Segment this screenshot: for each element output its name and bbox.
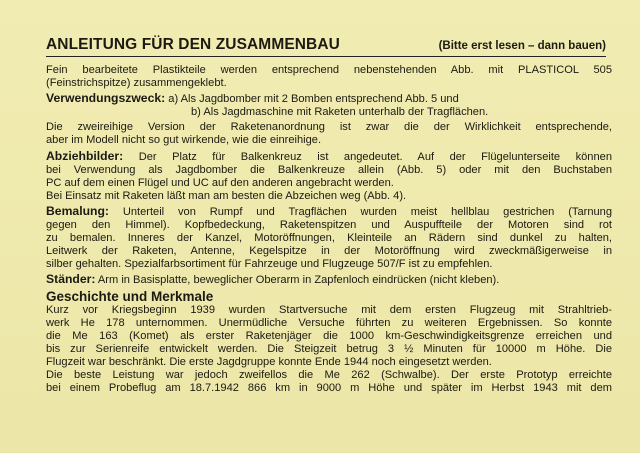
bemalung-text: Unterteil von Rumpf und Tragflächen wurden meist hellblau gestrichen (Tarnung [108, 205, 612, 218]
abziehbilder-line [46, 150, 612, 164]
bemalung-paragraph [46, 205, 612, 271]
abziehbilder-label: Abziehbilder: [46, 148, 124, 163]
staender-line [46, 273, 612, 287]
history-line: bei einem Probeflug am 18.7.1942 866 km in 9000 m Höhe und später im Herbst 1943 mit dem [46, 382, 612, 395]
staender-paragraph [46, 273, 612, 287]
history-line: Flugzeit war beschränkt. Die erste Jagdgruppe konnte Ende 1944 noch eingesetzt werden. [46, 355, 492, 368]
verwendung-text-a: a) Als Jagdbomber mit 2 Bomben entsprechend Abb. 5 und [165, 93, 459, 106]
page-subtitle: (Bitte erst lesen – dann bauen) [438, 40, 606, 52]
raketen-line: Die zweireihige Version der Raketenanordnung ist zwar die der Wirklichkeit entsprechende, [46, 121, 612, 134]
raketen-paragraph [46, 121, 612, 147]
intro-line: (Feinstrichspitze) zusammengeklebt. [46, 77, 227, 90]
abziehbilder-line: Bei Einsatz mit Raketen läßt man am besten die Abzeichen weg (Abb. 4). [46, 189, 407, 202]
intro-paragraph [46, 64, 612, 90]
verwendung-text-b: b) Als Jagdmaschine mit Raketen unterhalb der Tragflächen. [191, 106, 489, 119]
bemalung-label: Bemalung: [46, 203, 109, 218]
bemalung-line [46, 205, 612, 219]
bemalung-line: gegen den Himmel). Kopfbedeckung, Raketenspitzen und Auspuffteile der Motoren sind rot [46, 219, 612, 232]
bemalung-line: silber gehalten. Spezialfarbsortiment für Fahrzeuge und Flugzeuge 507/F ist zu empfehlen. [46, 258, 493, 271]
history-line: die Me 163 (Komet) als erster Raketenjäger die 1000 km-Geschwindigkeitsgrenze erreichen und [46, 329, 612, 342]
abziehbilder-paragraph [46, 150, 612, 203]
abziehbilder-text: Der Platz für Balkenkreuz ist angedeutet. Auf der Flügelunterseite können [123, 150, 612, 163]
history-paragraph [46, 304, 612, 396]
page-title: ANLEITUNG FÜR DEN ZUSAMMENBAU [46, 36, 340, 53]
history-line: bis zur Serienreife entwickelt werden. Die Steigzeit betrug 3 ½ Minuten für 10000 m Höhe. Die [46, 342, 612, 355]
staender-text: Arm in Basisplatte, beweglicher Oberarm in Zapfenloch eindrücken (nicht kleben). [95, 274, 500, 287]
history-line: werk He 178 unternommen. Unermüdliche Versuche führten zu weiteren Ergebnissen. So konnte [46, 316, 612, 329]
bemalung-line: zu bemalen. Inneres der Kanzel, Motoröffnungen, Kleinteile an Rädern sind dunkel zu halten, [46, 232, 612, 245]
history-line: Kurz vor Kriegsbeginn 1939 wurden Startversuche mit dem ersten Flugzeug mit Strahltrieb- [46, 303, 612, 316]
heading-row [46, 36, 606, 57]
intro-line: Fein bearbeitete Plastikteile werden entsprechend nebenstehenden Abb. mit PLASTICOL 505 [46, 64, 612, 76]
history-heading: Geschichte und Merkmale [46, 288, 214, 304]
instruction-body [46, 64, 612, 397]
abziehbilder-line: bei Verwendung als Jagdbomber die Balkenkreuze allein (Abb. 5) oder mit den Buchstaben [46, 163, 612, 176]
verwendung-label: Verwendungszweck: [46, 91, 166, 106]
verwendung-line [46, 92, 612, 106]
verwendung-paragraph [46, 92, 612, 119]
raketen-line: aber im Modell nicht so gut wirkende, wie die einreihige. [46, 134, 322, 147]
bemalung-line: Leitwerk der Raketen, Antenne, Kegelspitze in der Motoröffnung wird zweckmäßigerweise in [46, 245, 612, 258]
staender-label: Ständer: [46, 272, 96, 287]
abziehbilder-line: PC auf dem einen Flügel und UC auf den anderen angebracht werden. [46, 176, 394, 189]
history-line: Die beste Leistung war jedoch zweifellos die Me 262 (Schwalbe). Der erste Prototyp erreichte [46, 369, 612, 382]
